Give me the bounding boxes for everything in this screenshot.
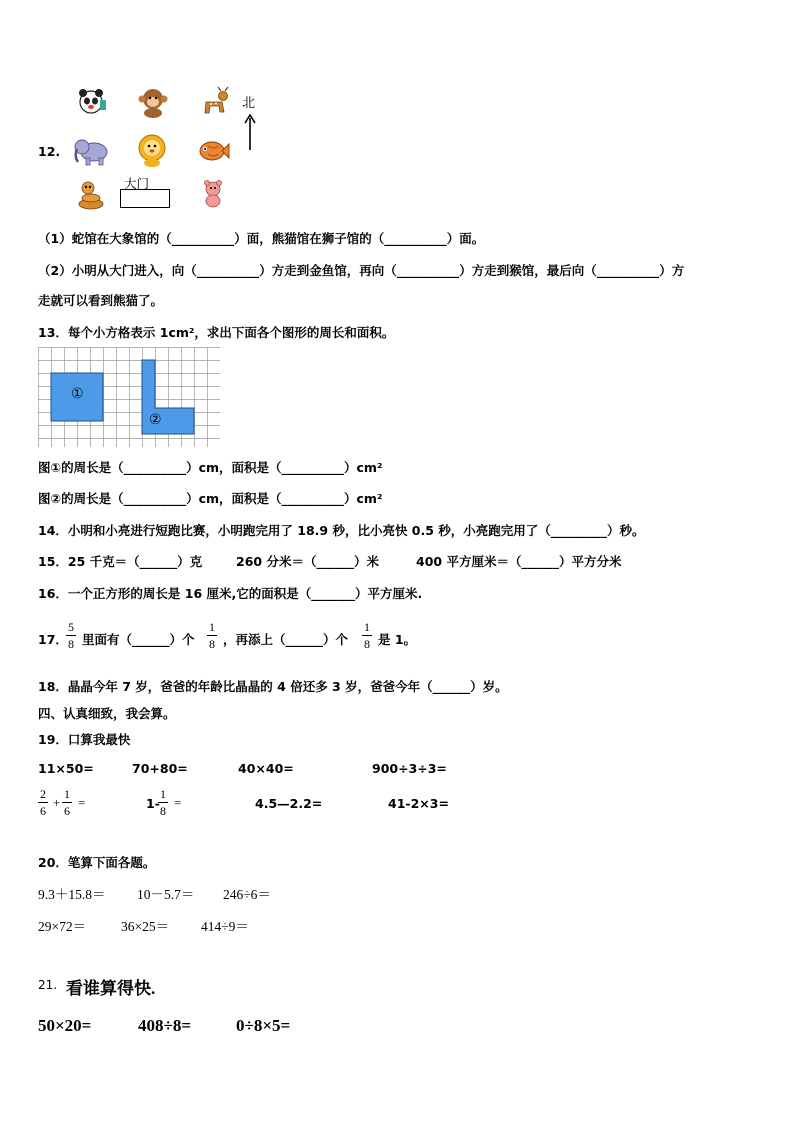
q13-line1: 图①的周长是（__________）cm，面积是（__________）cm² xyxy=(38,460,383,475)
lion-icon xyxy=(134,132,170,168)
q19-item-3: 40×40= xyxy=(238,761,294,776)
q17-end: 是 1。 xyxy=(378,632,417,647)
q20-item-2: 10－5.7＝ xyxy=(137,887,195,902)
q19-item-2: 70+80= xyxy=(132,761,188,776)
q12-sub2-line1: （2）小明从大门进入，向（__________）方走到金鱼馆，再向（__________）方走到猴馆，最后向（__________）方 xyxy=(38,263,685,278)
q19-item-4: 900÷3÷3= xyxy=(372,761,447,776)
q12-number: 12. xyxy=(38,144,61,159)
fraction-1-8-c: $\frac{1}{8}$ xyxy=(160,787,166,818)
q21-title: 看谁算得快. xyxy=(66,979,156,998)
q12-sub2-line2: 走就可以看到熊猫了。 xyxy=(38,293,164,308)
snake-icon xyxy=(74,178,108,212)
deer-icon xyxy=(198,86,232,120)
q13-line2: 图②的周长是（__________）cm，面积是（__________）cm² xyxy=(38,491,383,506)
grid-figure xyxy=(38,347,220,447)
q19-minus-prefix: 1- xyxy=(146,796,160,811)
goldfish-icon xyxy=(196,134,230,168)
elephant-icon xyxy=(72,134,112,168)
q14-text: 14．小明和小亮进行短跑比赛，小明跑完用了 18.9 秒，比小亮快 0.5 秒，小亮跑完用了（_________）秒。 xyxy=(38,523,645,538)
q21-number: 21. xyxy=(38,978,58,992)
monkey-icon xyxy=(136,84,170,118)
q16-text: 16．一个正方形的周长是 16 厘米,它的面积是（_______）平方厘米. xyxy=(38,586,423,601)
q15-b: 260 分米＝（______）米 xyxy=(236,554,379,569)
fraction-1-8-a: $\frac{1}{8}$ xyxy=(209,620,215,651)
q17-number: 17． xyxy=(38,632,68,647)
q18-text: 18．晶晶今年 7 岁，爸爸的年龄比晶晶的 4 倍还多 3 岁，爸爸今年（______）岁。 xyxy=(38,679,508,694)
equals-1: = xyxy=(78,795,86,810)
q19-title: 19．口算我最快 xyxy=(38,732,131,747)
q17-mid: 里面有（______）个 xyxy=(82,632,195,647)
q15-c: 400 平方厘米＝（______）平方分米 xyxy=(416,554,622,569)
fraction-1-8-b: $\frac{1}{8}$ xyxy=(364,620,370,651)
equals-2: = xyxy=(174,795,182,810)
q21-item-2: 408÷8= xyxy=(138,1016,192,1035)
fraction-5-8: $\frac{5}{8}$ xyxy=(68,620,74,651)
q21-item-1: 50×20= xyxy=(38,1016,92,1035)
q20-item-3: 246÷6＝ xyxy=(223,887,271,902)
q20-title: 20．笔算下面各题。 xyxy=(38,855,156,870)
q17-mid2: ，再添上（______）个 xyxy=(223,632,349,647)
q19-item-1: 11×50= xyxy=(38,761,94,776)
q20-item-6: 414÷9＝ xyxy=(201,919,249,934)
bear-icon xyxy=(198,178,228,208)
panda-icon xyxy=(74,84,108,118)
q19-item-7: 4.5—2.2= xyxy=(255,796,323,811)
fraction-1-6: $\frac{1}{6}$ xyxy=(64,787,70,818)
q21-item-3: 0÷8×5= xyxy=(236,1016,291,1035)
section4-title: 四、认真细致，我会算。 xyxy=(38,706,176,721)
q12-sub1: （1）蛇馆在大象馆的（__________）面，熊猫馆在狮子馆的（__________）面。 xyxy=(38,231,485,246)
plus-sign: + xyxy=(53,795,61,810)
shape-1-label: ① xyxy=(71,386,84,402)
q13-text: 13．每个小方格表示 1cm²，求出下面各个图形的周长和面积。 xyxy=(38,325,395,340)
gate-box xyxy=(120,189,170,208)
north-arrow-icon xyxy=(244,114,256,152)
q20-item-4: 29×72＝ xyxy=(38,919,87,934)
shape-2-label: ② xyxy=(149,412,162,428)
fraction-2-6: $\frac{2}{6}$ xyxy=(40,787,46,818)
q19-item-8: 41-2×3= xyxy=(388,796,449,811)
q20-item-1: 9.3＋15.8＝ xyxy=(38,887,106,902)
q15-a: 15．25 千克＝（______）克 xyxy=(38,554,203,569)
q20-item-5: 36×25＝ xyxy=(121,919,170,934)
north-label: 北 xyxy=(242,96,256,111)
gate-label: 大门 xyxy=(124,176,150,191)
